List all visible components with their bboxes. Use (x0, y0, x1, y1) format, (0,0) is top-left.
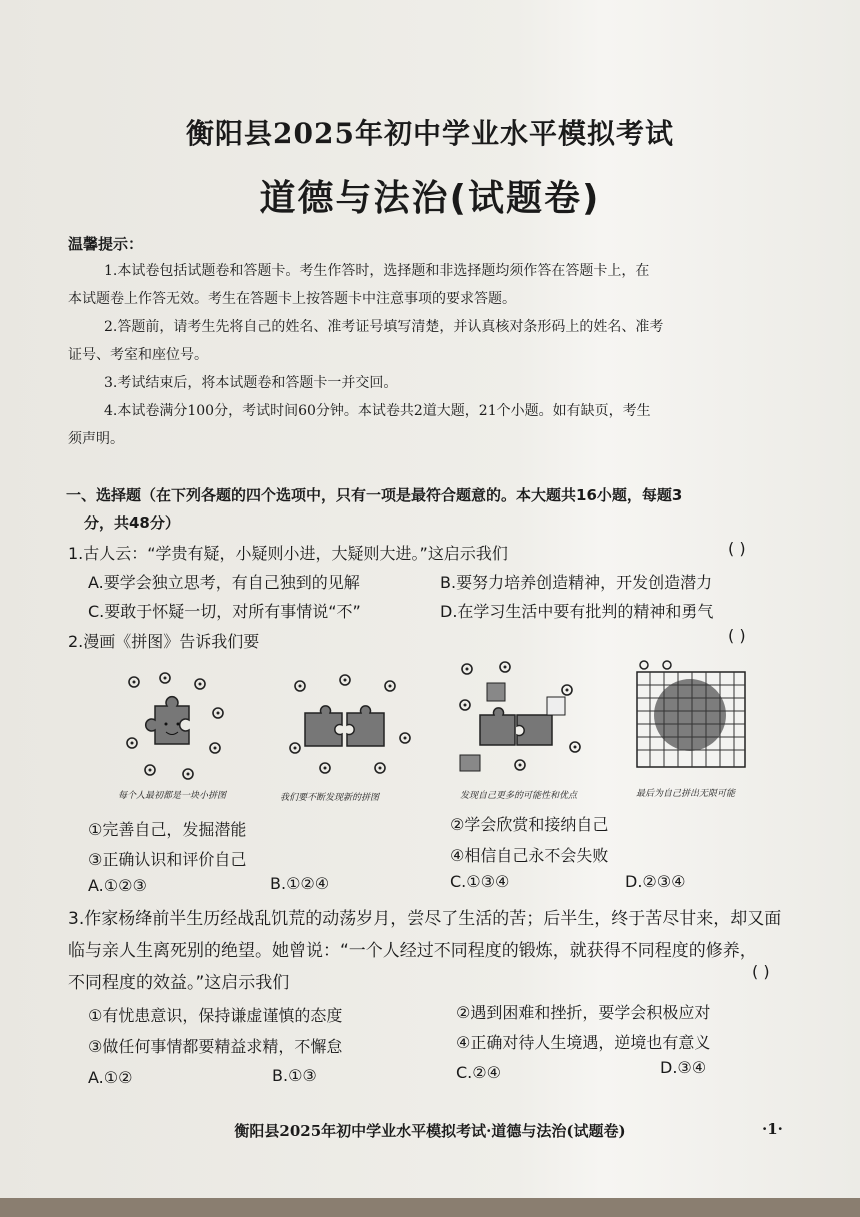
tip-line: 1.本试卷包括试题卷和答题卡。考生作答时，选择题和非选择题均须作答在答题卡上，在 (104, 263, 650, 279)
puzzle-piece-icon (517, 715, 552, 745)
comic-panel-2 (285, 668, 415, 783)
q3-stem-line1: 3.作家杨绛前半生历经战乱饥荒的动荡岁月，尝尽了生活的苦；后半生，终于苦尽甘来，却又面 (68, 909, 782, 929)
comic-caption-4: 最后为自己拼出无限可能 (636, 789, 736, 799)
q1-option-b: B.要努力培养创造精神，开发创造潜力 (440, 573, 713, 592)
puzzle-piece-icon (480, 708, 515, 745)
q3-stem-line2: 临与亲人生离死别的绝望。她曾说：“一个人经过不同程度的锻炼，就获得不同程度的修养， (68, 941, 757, 961)
q3-option-c: C.②④ (456, 1063, 501, 1082)
section-heading: 一、选择题（在下列各题的四个选项中，只有一项是最符合题意的。本大题共16小题，每题3 (66, 486, 683, 504)
q2-option-d: D.②③④ (625, 872, 686, 891)
q3-statement-4: ④正确对待人生境遇，逆境也有意义 (456, 1033, 711, 1052)
tip-line: 2.答题前，请考生先将自己的姓名、准考证号填写清楚，并认真核对条形码上的姓名、准考 (104, 319, 664, 335)
puzzle-piece-icon (347, 706, 384, 746)
tip-line: 须声明。 (68, 431, 124, 447)
tips-heading: 温馨提示： (68, 235, 144, 253)
q2-stem: 2.漫画《拼图》告诉我们要 (68, 632, 260, 651)
q2-statement-3: ③正确认识和评价自己 (88, 850, 247, 869)
q3-option-d: D.③④ (660, 1058, 707, 1077)
q1-option-c: C.要敢于怀疑一切，对所有事情说“不” (88, 602, 361, 621)
tip-line: 本试题卷上作答无效。考生在答题卡上按答题卡中注意事项的要求答题。 (68, 291, 516, 307)
q2-statement-4: ④相信自己永不会失败 (450, 846, 609, 865)
exam-title: 衡阳县2025年初中学业水平模拟考试 (186, 117, 674, 150)
q3-answer-paren: ( ) (752, 962, 770, 981)
page-number: ·1· (762, 1120, 783, 1138)
q3-statement-2: ②遇到困难和挫折，要学会积极应对 (456, 1003, 711, 1022)
q2-answer-paren: ( ) (728, 626, 746, 645)
comic-panel-4 (632, 660, 752, 775)
puzzle-piece-icon (146, 697, 189, 744)
q1-option-a: A.要学会独立思考，有自己独到的见解 (88, 573, 360, 592)
q2-option-c: C.①③④ (450, 872, 510, 891)
section-heading-cont: 分，共48分） (84, 514, 180, 532)
comic-panel-3 (455, 655, 585, 780)
q2-statement-1: ①完善自己，发掘潜能 (88, 820, 247, 839)
comic-caption-1: 每个人最初都是一块小拼图 (118, 791, 227, 801)
q3-stem-line3: 不同程度的效益。”这启示我们 (68, 973, 290, 993)
q2-option-a: A.①②③ (88, 876, 147, 895)
q3-statement-3: ③做任何事情都要精益求精，不懈怠 (88, 1037, 343, 1056)
q3-option-a: A.①② (88, 1068, 133, 1087)
q3-option-b: B.①③ (272, 1066, 317, 1085)
scan-edge (0, 1198, 860, 1217)
q2-statement-2: ②学会欣赏和接纳自己 (450, 815, 609, 834)
comic-panel-1 (120, 668, 230, 783)
q1-stem: 1.古人云：“学贵有疑，小疑则小进，大疑则大进。”这启示我们 (68, 544, 508, 563)
exam-subtitle: 道德与法治(试题卷) (259, 178, 601, 219)
q1-answer-paren: ( ) (728, 539, 746, 558)
comic-caption-2: 我们要不断发现新的拼图 (280, 793, 380, 803)
q2-option-b: B.①②④ (270, 874, 330, 893)
q3-statement-1: ①有忧患意识，保持谦虚谨慎的态度 (88, 1006, 343, 1025)
tip-line: 4.本试卷满分100分，考试时间60分钟。本试卷共2道大题，21个小题。如有缺页，考生 (104, 403, 651, 419)
page-footer: 衡阳县2025年初中学业水平模拟考试·道德与法治(试题卷) (234, 1122, 626, 1140)
puzzle-piece-icon (305, 706, 342, 746)
comic-caption-3: 发现自己更多的可能性和优点 (460, 791, 578, 801)
tip-line: 3.考试结束后，将本试题卷和答题卡一并交回。 (104, 375, 398, 391)
tip-line: 证号、考室和座位号。 (68, 347, 208, 363)
q1-option-d: D.在学习生活中要有批判的精神和勇气 (440, 602, 714, 621)
